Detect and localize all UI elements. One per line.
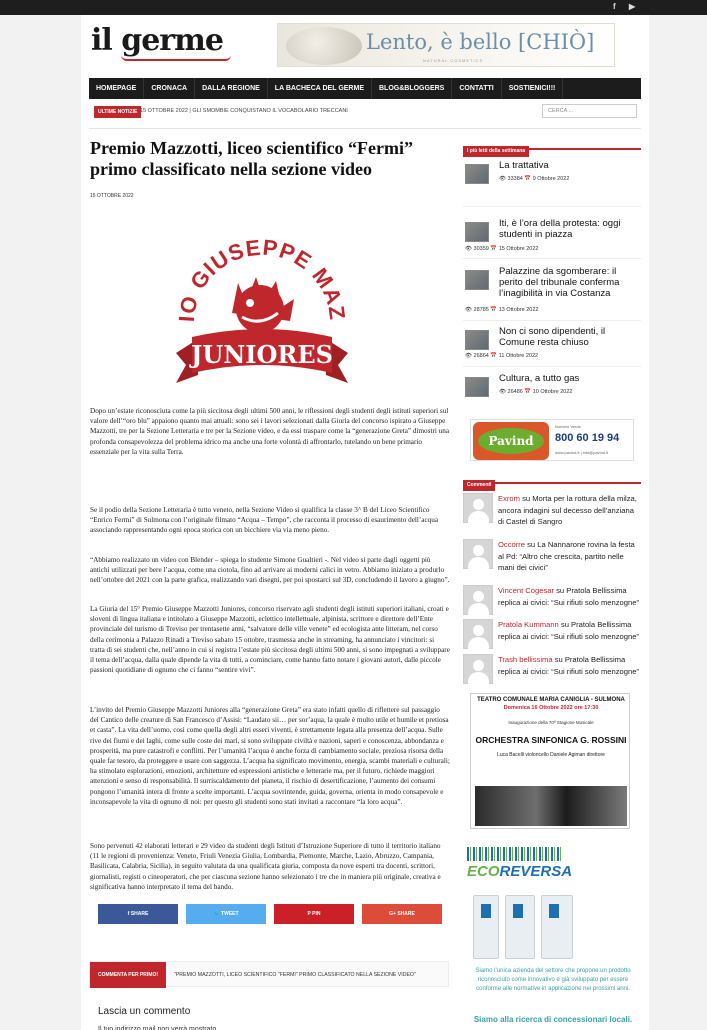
popular-thumbnail[interactable] <box>465 330 489 350</box>
news-ticker <box>89 104 641 120</box>
comment-author[interactable]: Trash bellissima <box>498 655 553 664</box>
ecoreversa-cta: Siamo alla ricerca di concessionari locali. <box>473 1015 633 1024</box>
share-twitter-button[interactable]: 🐦 TWEET <box>186 904 266 924</box>
machine-image <box>505 895 535 959</box>
nav-item-homepage[interactable]: HOMEPAGE <box>89 78 144 99</box>
logo-swoosh <box>121 55 231 61</box>
avatar <box>463 539 493 569</box>
popular-separator <box>463 366 641 367</box>
ecoreversa-logo: ECOREVERSA <box>467 863 573 880</box>
page-container <box>81 15 649 1030</box>
comment-link[interactable]: La Nannarone rovina la festa al Pd: “Altro che crescita, partito nelle mani dei civici” <box>498 540 635 572</box>
nav-item-bacheca[interactable]: LA BACHECA DEL GERME <box>268 78 372 99</box>
nav-item-cronaca[interactable]: CRONACA <box>144 78 195 99</box>
ticker-label: ULTIME NOTIZIE <box>94 106 141 118</box>
share-facebook-button[interactable]: f SHARE <box>98 904 178 924</box>
nav-item-sostienici[interactable]: SOSTIENICI!!! <box>502 78 564 99</box>
comment-link[interactable]: Pratola Bellissima replica ai civici: “Sui rifiuti solo menzogne” <box>498 620 639 641</box>
comment-author[interactable]: Occorre <box>498 540 526 549</box>
leave-comment-title: Lascia un commento <box>98 1006 191 1017</box>
nav-item-contatti[interactable]: CONTATTI <box>452 78 501 99</box>
popular-item[interactable] <box>463 326 641 370</box>
article-title: Premio Mazzotti, liceo scientifico “Fermi” primo classificato nella sezione video <box>90 138 414 179</box>
leave-comment-note: Il tuo indirizzo mail non verrà mostrato. <box>98 1026 219 1030</box>
popular-header: I più letti della settimana <box>463 139 641 150</box>
logo-arc-text: IO GIUSEPPE MAZ <box>173 234 351 323</box>
article-paragraph-4: La Giuria del 15° Premio Giuseppe Mazzotti Juniores, concorso riservato agli studenti degli istituti superiori italiani, croati e sloveni di lingua italiana e intitolato a Giuseppe Mazzotti, eclettico intellettuale, alpinista, scrittore e direttore dell’Ente provinciale del turismo di Treviso per trentasette anni, “salvatore delle ville venete” ed ecologista ante litteram, nel corso della cerimonia a Palazzo Rinadi a Treviso sabato 15 ottobre, trasmessa anche in streaming, ha annunciato i vincitori: si tratta di sei studenti che, nell’anno in cui si registra l’estate più siccitosa degli ultimi 500 anni, si sono impegnati a sviluppare il tema dell’acqua, dalla quale dipende la vita di tutti, a cominciare, come hanno fatto notare i giovani autori, dalle piccole passioni quotidiane di ognuno che ci fanno “sentire vivi”. <box>90 605 450 675</box>
avatar <box>463 585 493 615</box>
share-google-button[interactable]: G+ SHARE <box>362 904 442 924</box>
share-pinterest-button[interactable]: P PIN <box>274 904 354 924</box>
popular-thumbnail[interactable] <box>465 164 489 184</box>
header-banner-ad[interactable] <box>277 23 615 67</box>
pavind-logo: Pavind <box>473 422 549 460</box>
popular-separator <box>463 258 641 259</box>
top-bar <box>0 0 707 15</box>
main-nav <box>89 78 641 99</box>
popular-separator <box>463 320 641 321</box>
comment-author[interactable]: Pratola Kummann <box>498 620 559 629</box>
ecoreversa-ad[interactable] <box>465 845 641 1030</box>
article-paragraph-3: “Abbiamo realizzato un video con Blender – spiega lo studente Simone Gualtieri -. Nel video si parte dagli oggetti più antichi utilizzati per bere l’acqua, come una ciotola, fino ad arrivare ai moderni calici in vetro. Abbiamo iniziato a produrlo nell’ottobre del 2021 con la parte grafica, realizzando vari disegni, per poi spostarci sul 3D, concludendo il lavoro a giugno”. <box>90 556 450 585</box>
popular-title[interactable]: La trattativa <box>499 160 549 171</box>
machine-image <box>473 895 499 959</box>
banner-text: Lento, è bello [CHIÒ] <box>366 30 595 54</box>
popular-meta: 👁 26486 📅 10 Ottobre 2022 <box>499 389 573 395</box>
barcode-graphic <box>467 847 563 861</box>
poster-venue: TEATRO COMUNALE MARIA CANIGLIA - SULMONA <box>477 697 625 703</box>
logo-ribbon-text: JUNIORES <box>191 340 333 369</box>
article-paragraph-6: Sono pervenuti 42 elaborati letterari e 29 video da studenti degli Istituti d’Istruzione Superiore di tutto il territorio italiano (11 le regioni di provenienza: Veneto, Friuli Venezia Giulia, Lombardia, Piemonte, Marche, Lazio, Abruzzo, Campania, Basilicata, Calabria, Sicilia), in seguito valutata da una qualificata giuria, composta da nove esperti tra docenti, scrittori, giornalisti, registi o cineoperatori, che per ciascuna sezione hanno selezionato i tre che in maniera più originale, creativa e significativa hanno interpretato il tema del bando. <box>90 842 441 891</box>
nav-item-dalla-regione[interactable]: DALLA REGIONE <box>195 78 268 99</box>
comment-link[interactable]: Morta per la rottura della milza, ancora indagini sul decesso dell’anziana di Castel di Sangro <box>498 494 637 526</box>
popular-thumbnail[interactable] <box>465 270 489 290</box>
popular-meta: 👁 30359 📅 15 Ottobre 2022 <box>465 246 539 252</box>
comment-item: Trash bellissima su Pratola Bellissima replica ai civici: “Sui rifiuti solo menzogne” <box>463 654 641 686</box>
article-paragraph-2: Se il podio della Sezione Letteraria è tutto veneto, nella Sezione Video si qualifica la classe 3^ B del Liceo Scientifico “Enrico Fermi” di Sulmona con l’originale filmato “Acqua – Tempo”, che racconta il processo di esaurimento dell’acqua associando rappresentando ogni epoca storica con un bicchiere via via meno pieno. <box>90 506 439 535</box>
comment-item: Pratola Kummann su Pratola Bellissima replica ai civici: “Sui rifiuti solo menzogne” <box>463 619 641 651</box>
header-divider <box>89 128 641 129</box>
nav-item-blog[interactable]: BLOG&BLOGGERS <box>372 78 452 99</box>
article-paragraph-5: L’invito del Premio Giuseppe Mazzotti Juniores alla “generazione Greta” era stato infatti quello di riflettere sul passaggio del Cantico delle creature di San Francesco d’Assisi: “Laudato sii… per sor’aqua, la quale è multo utile et humile et pretiosa et casta”. La vita dell’uomo, così come quella degli altri esseri viventi, è strettamente legata alla presenza dell’acqua. Sulle rive dei fiumi e dei laghi, come sulle coste dei mari, si sono sviluppate civiltà e nazioni, saperi e conoscenza, abbondanza e prosperità, ma pure catastrofi e conflitti. Per l’umanità l’acqua è anche forza di cambiamento sociale, preziosa risorsa della quale far tesoro, da proteggere e usare con saggezza. L’acqua ha significato movimento, energia, scambi materiali e culturali; ha stimolato esplorazioni, emozioni, architetture ed espressioni artistiche e letterarie ma, per il futuro, richiede maggiori attenzioni e senso di responsabilità. Il surriscaldamento del pianeta, il rischio di desertificazione, l’aumento dei consumi pongono l’umanità intera di fronte a scelte importanti. L’acqua sovrintende, guida, governa, orienta in modo consapevole e inconsapevole la vita di ognuno di noi: per questo gli studenti sono stati invitati a raccontare “la loro acqua”. <box>90 706 450 806</box>
facebook-icon[interactable]: f <box>613 2 616 11</box>
poster-performers: Luca Bacelli violoncello Daniele Agiman direttore <box>497 752 605 758</box>
comment-item: Vincent Cogesar su Pratola Bellissima replica ai civici: “Sui rifiuti solo menzogne” <box>463 585 641 617</box>
popular-title[interactable]: Palazzine da sgomberare: il perito del tribunale conferma l’inagibilità in via Costanza <box>499 266 620 299</box>
ecoreversa-description: Siamo l’unica azienda del settore che propone un prodotto riconosciuto come innovativo e già sviluppato per essere conforme alle normative in applicazione nei prossimi anni. <box>475 968 631 992</box>
pavind-site: www.pavind.it | info@pavind.it <box>555 450 609 455</box>
comment-first-bar <box>89 961 449 987</box>
popular-title[interactable]: Cultura, a tutto gas <box>499 373 580 384</box>
popular-item[interactable] <box>463 160 641 206</box>
comment-first-title: "PREMIO MAZZOTTI, LICEO SCIENTIFICO "FERMI" PRIMO CLASSIFICATO NELLA SEZIONE VIDEO" <box>174 972 416 978</box>
popular-item[interactable] <box>463 266 641 324</box>
article-date: 15 OTTOBRE 2022 <box>90 193 134 199</box>
popular-meta: 👁 33384 📅 9 Ottobre 2022 <box>499 176 570 182</box>
avatar <box>463 493 493 523</box>
pavind-label: Numero Verde <box>555 424 581 429</box>
comment-item: Occorre su La Nannarone rovina la festa al Pd: “Altro che crescita, partito nelle mani dei civici” <box>463 539 641 583</box>
popular-thumbnail[interactable] <box>465 222 489 242</box>
comment-link[interactable]: Pratola Bellissima replica ai civici: “Sui rifiuti solo menzogne” <box>498 586 639 607</box>
avatar <box>463 619 493 649</box>
comment-author[interactable]: Vincent Cogesar <box>498 586 555 595</box>
premio-mazzotti-logo <box>172 203 352 395</box>
popular-separator <box>463 206 641 207</box>
stone-image <box>286 27 362 65</box>
popular-meta: 👁 26864 📅 11 Ottobre 2022 <box>465 353 539 359</box>
popular-meta: 👁 28785 📅 13 Ottobre 2022 <box>465 307 539 313</box>
article-paragraph-1: Dopo un’estate riconosciuta come la più siccitosa degli ultimi 500 anni, le riflessioni degli studenti degli istituti superiori sul valore dell’“oro blu” appaiono quanto mai attuali: sono sei i lavori selezionati dalla Giuria del concorso ispirato a Giuseppe Mazzotti, tre per la Sezione Letteraria e tre per la Sezione video, e da essi traspare come la “generazione Greta” dimostri una profonda consapevolezza del problema idrico ma anche una forte volontà di affrontarlo, tutelando un bene primario essenziale per la vita sulla Terra. <box>90 407 450 456</box>
comments-header: Commenti <box>463 473 641 484</box>
poster-date: Domenica 16 Ottobre 2022 ore 17:30 <box>503 705 599 711</box>
popular-item[interactable] <box>463 373 641 403</box>
poster-photos <box>475 786 627 826</box>
ticker-text[interactable]: 15 OTTOBRE 2022 | GLI SMOMBIE CONQUISTANO IL VOCABOLARIO TRECCANI <box>140 108 348 114</box>
pavind-phone: 800 60 19 94 <box>555 432 620 444</box>
youtube-icon[interactable]: ▶ <box>629 2 636 11</box>
avatar <box>463 654 493 684</box>
popular-title[interactable]: Non ci sono dipendenti, il Comune resta chiuso <box>499 326 606 348</box>
comment-author[interactable]: Exrom <box>498 494 520 503</box>
site-logo[interactable]: il germe <box>91 23 223 58</box>
popular-item[interactable] <box>463 218 641 264</box>
concert-poster-ad[interactable] <box>470 693 630 829</box>
comment-first-label[interactable]: COMMENTA PER PRIMO! <box>90 962 166 988</box>
banner-subtext: NATURAL COSMETICS <box>423 58 484 63</box>
comment-item: Exrom su Morta per la rottura della milza, ancora indagini sul decesso dell’anziana di Castel di Sangro <box>463 493 641 537</box>
machine-image <box>541 895 573 959</box>
poster-orchestra: ORCHESTRA SINFONICA G. ROSSINI <box>475 735 627 745</box>
pavind-ad[interactable] <box>470 419 634 461</box>
search-input[interactable]: CERCA ... <box>542 104 637 118</box>
poster-season: Inaugurazione della 70ª Stagione Musicale <box>508 720 594 725</box>
popular-title[interactable]: Iti, è l’ora della protesta: oggi studenti in piazza <box>499 218 621 240</box>
popular-thumbnail[interactable] <box>465 377 489 397</box>
comment-link[interactable]: Pratola Bellissima replica ai civici: “Sui rifiuti solo menzogne” <box>498 655 639 676</box>
